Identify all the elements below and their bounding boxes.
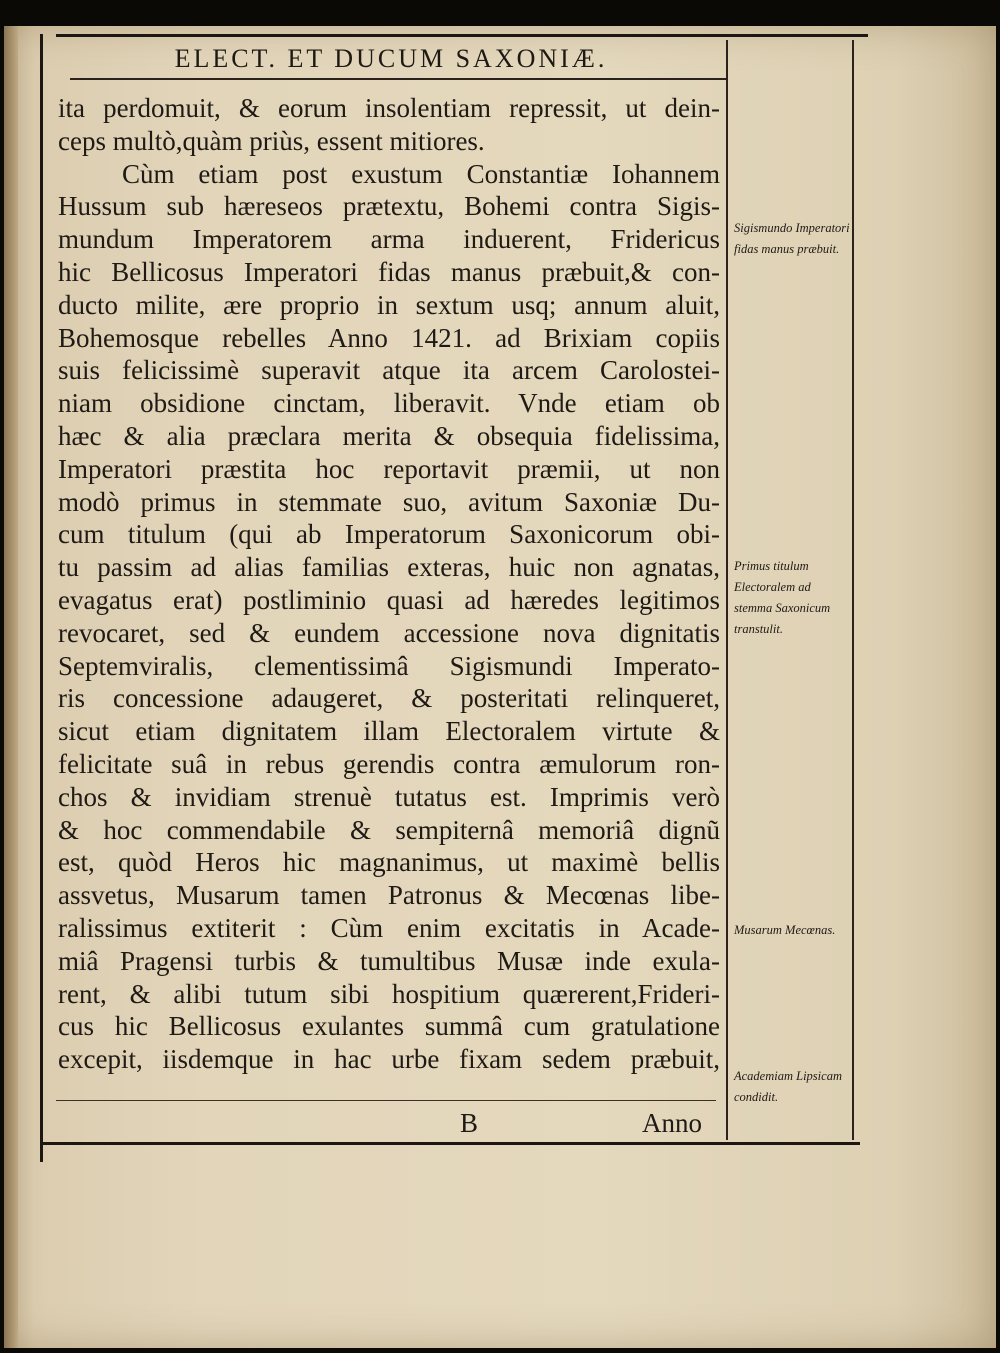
text-line: & hoc commendabile & sempiternâ memoriâ dignũ xyxy=(58,814,720,845)
text-line: Imperatori præstita hoc reportavit præmii, ut non xyxy=(58,453,720,484)
text-line: rent, & alibi tutum sibi hospitium quærerent,Frideri- xyxy=(58,978,720,1009)
text-line: ris concessione adaugeret, & posteritati relinqueret, xyxy=(58,683,720,714)
text-line: est, quòd Heros hic magnanimus, ut maximè bellis xyxy=(58,847,720,878)
text-line: sicut etiam dignitatem illam Electoralem virtute & xyxy=(58,716,720,747)
text-line: Cùm etiam post exustum Constantiæ Iohannem xyxy=(122,158,720,189)
text-block-bottom-rule xyxy=(56,1100,716,1101)
text-line: evagatus erat) postliminio quasi ad hæredes legitimos xyxy=(58,584,720,615)
text-line: excepit, iisdemque in hac urbe fixam sedem præbuit, xyxy=(58,1044,720,1075)
text-line: cum titulum (qui ab Imperatorum Saxonicorum obi- xyxy=(58,519,720,550)
text-line: tu passim ad alias familias exteras, huic non agnatas, xyxy=(58,552,720,583)
text-line: revocaret, sed & eundem accessione nova dignitatis xyxy=(58,617,720,648)
text-line: hæc & alia præclara merita & obsequia fidelissima, xyxy=(58,420,720,451)
margin-column-rule xyxy=(726,40,728,1140)
frame-rule-top xyxy=(56,34,868,37)
catchword: Anno xyxy=(642,1108,702,1138)
running-head: ELECT. ET DUCUM SAXONIÆ. xyxy=(174,44,608,73)
text-line: chos & invidiam strenuè tutatus est. Imprimis verò xyxy=(58,781,720,812)
text-line: mundum Imperatorem arma induerent, Fridericus xyxy=(58,224,720,255)
marginal-note: Academiam Lipsicam condidit. xyxy=(734,1069,842,1104)
text-line: niam obsidione cinctam, liberavit. Vnde etiam ob xyxy=(58,388,720,419)
outer-frame-rule xyxy=(852,40,854,1140)
marginal-note: Musarum Mecœnas. xyxy=(734,923,836,937)
text-line: ita perdomuit, & eorum insolentiam repressit, ut dein- xyxy=(58,93,720,123)
text-line: felicitate suâ in rebus gerendis contra æmulorum ron- xyxy=(58,748,720,779)
text-line: assvetus, Musarum tamen Patronus & Mecœnas libe- xyxy=(58,880,720,911)
text-line: Septemviralis, clementissimâ Sigismundi Imperato- xyxy=(58,650,720,681)
page-binding-edge xyxy=(4,26,18,1348)
frame-rule-left xyxy=(40,34,43,1162)
text-line: Hussum sub hæreseos prætextu, Bohemi contra Sigis- xyxy=(58,191,720,222)
signature-mark: B xyxy=(460,1108,479,1138)
running-head-rule xyxy=(70,78,726,80)
marginal-note: Sigismundo Imperatori fidas manus præbuit. xyxy=(734,221,850,256)
frame-rule-bottom xyxy=(40,1142,860,1145)
text-line: ralissimus extiterit : Cùm enim excitatis in Acade- xyxy=(58,912,720,943)
text-line: suis felicissimè superavit atque ita arcem Carolostei- xyxy=(58,355,720,386)
body-text xyxy=(58,92,720,1076)
text-line: ceps multò,quàm priùs, essent mitiores. xyxy=(58,125,485,156)
text-line: miâ Pragensi turbis & tumultibus Musæ inde exula- xyxy=(58,945,720,976)
text-line: cus hic Bellicosus exulantes summâ cum gratulatione xyxy=(58,1011,720,1042)
text-line: ducto milite, ære proprio in sextum usq; annum aluit, xyxy=(58,289,720,320)
text-line: hic Bellicosus Imperatori fidas manus præbuit,& con- xyxy=(58,256,720,287)
text-line: modò primus in stemmate suo, avitum Saxoniæ Du- xyxy=(58,486,720,517)
text-line: Bohemosque rebelles Anno 1421. ad Brixiam copiis xyxy=(58,322,720,353)
marginal-note: Primus titulum Electoralem ad stemma Saxonicum transtulit. xyxy=(734,559,831,636)
